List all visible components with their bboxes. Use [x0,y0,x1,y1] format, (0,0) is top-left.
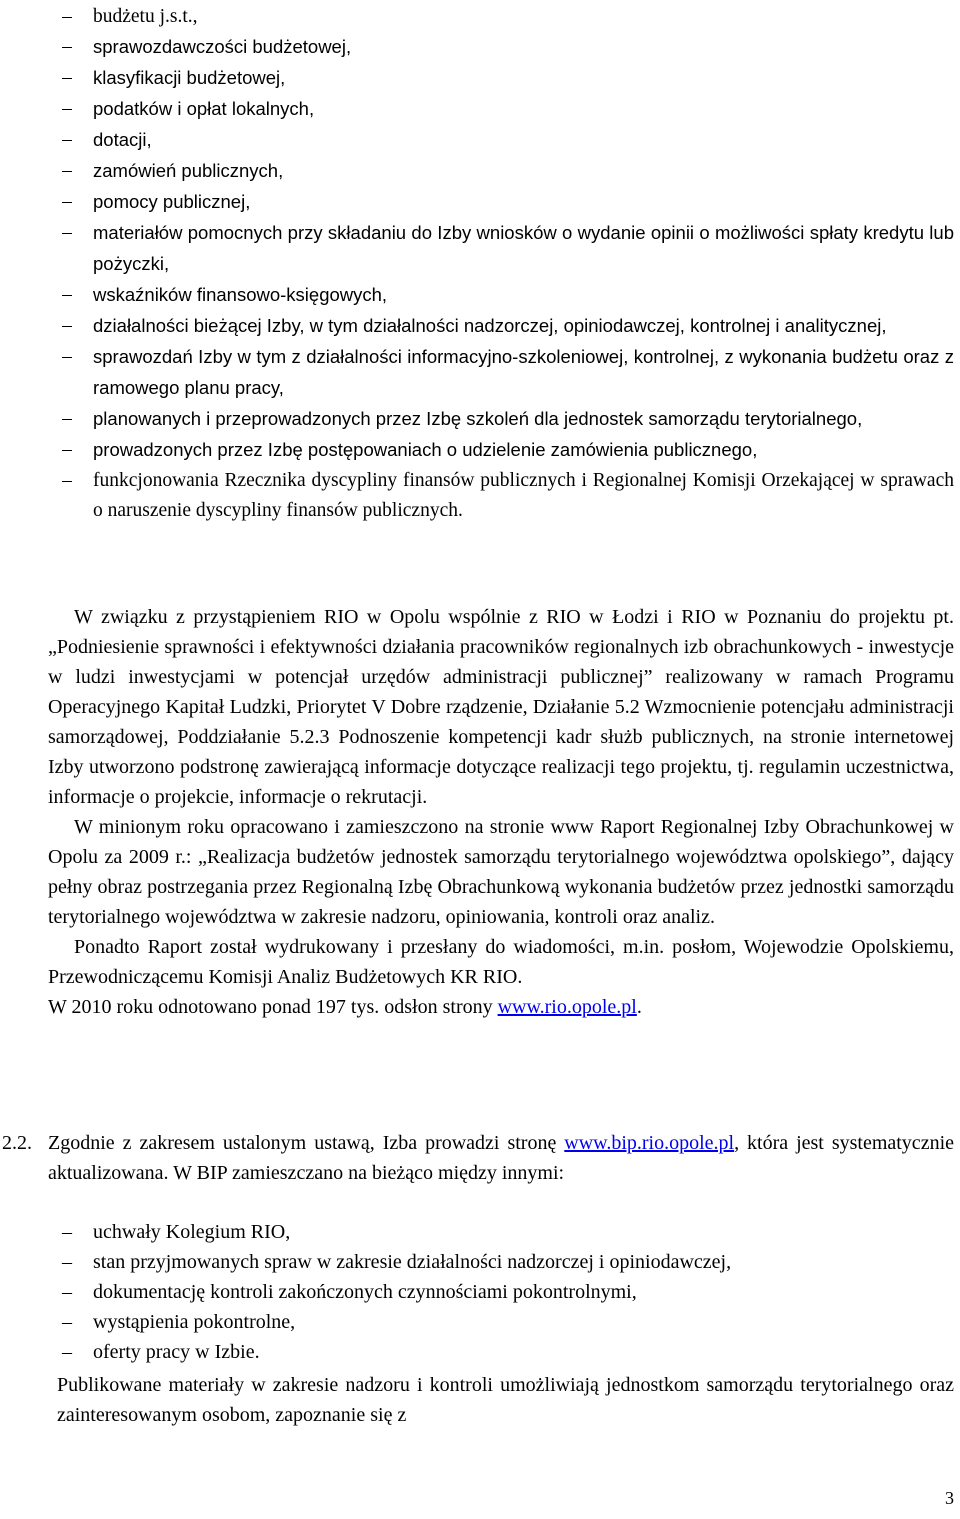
dash-bullet-icon: – [62,439,72,460]
paragraph-report: W minionym roku opracowano i zamieszczono na stronie www Raport Regionalnej Izby Obrachunkowej w Opolu za 2009 r.: „Realizacja budżetów jednostek samorządu terytorialnego województwa opolskiego”, dający pełny obraz postrzegania przez Regionalną Izbę Obrachunkową wykonania budżetów przez jednostki samorządu terytorialnego województwa w zakresie nadzoru, opiniowania, kontroli oraz analiz. [48,816,954,928]
section-number: 2.2. [2,1132,32,1154]
closing-block [0,1370,960,1430]
list-item: – wystąpienia pokontrolne, [0,1307,960,1337]
list-item: – podatków i opłat lokalnych, [0,94,960,125]
list-item: – wskaźników finansowo-księgowych, [0,280,960,311]
dash-bullet-icon: – [62,6,72,27]
dash-bullet-icon: – [62,1251,72,1273]
dash-bullet-icon: – [62,98,72,119]
dash-bullet-icon: – [62,222,72,243]
section-2-2 [0,1128,960,1188]
list-item: – funkcjonowania Rzecznika dyscypliny finansów publicznych i Regionalnej Komisji Orzekającej w sprawach o naruszenie dyscypliny finansów publicznych. [0,466,960,526]
list-item: – sprawozdań Izby w tym z działalności informacyjno-szkoleniowej, kontrolnej, z wykonania budżetu oraz z ramowego planu pracy, [0,342,960,404]
dash-bullet-icon: – [62,67,72,88]
list-item: – stan przyjmowanych spraw w zakresie działalności nadzorczej i opiniodawczej, [0,1247,960,1277]
list-item: – materiałów pomocnych przy składaniu do Izby wniosków o wydanie opinii o możliwości spłaty kredytu lub pożyczki, [0,218,960,280]
dash-bullet-icon: – [62,1281,72,1303]
dash-bullet-icon: – [62,470,72,491]
list-item: – zamówień publicznych, [0,156,960,187]
list-item: – sprawozdawczości budżetowej, [0,32,960,63]
list-item: – budżetu j.s.t., [0,2,960,32]
list-item: – dokumentację kontroli zakończonych czynnościami pokontrolnymi, [0,1277,960,1307]
bip-website-link[interactable]: www.bip.rio.opole.pl [564,1132,735,1154]
list-item: – klasyfikacji budżetowej, [0,63,960,94]
dash-bullet-icon: – [62,129,72,150]
topics-list [0,2,960,526]
rio-website-link[interactable]: www.rio.opole.pl [497,996,637,1018]
list-item: – oferty pracy w Izbie. [0,1337,960,1367]
dash-bullet-icon: – [62,315,72,336]
dash-bullet-icon: – [62,1311,72,1333]
list-item: – prowadzonych przez Izbę postępowaniach o udzielenie zamówienia publicznego, [0,435,960,466]
paragraph-closing: Publikowane materiały w zakresie nadzoru i kontroli umożliwiają jednostkom samorządu terytorialnego oraz zainteresowanym osobom, zapoznanie się z [57,1374,954,1426]
dash-bullet-icon: – [62,284,72,305]
dash-bullet-icon: – [62,36,72,57]
dash-bullet-icon: – [62,1341,72,1363]
page-number: 3 [945,1488,954,1508]
list-item: – uchwały Kolegium RIO, [0,1217,960,1247]
dash-bullet-icon: – [62,160,72,181]
body-paragraphs [0,602,960,1022]
list-item: – planowanych i przeprowadzonych przez Izbę szkoleń dla jednostek samorządu terytorialnego, [0,404,960,435]
dash-bullet-icon: – [62,1221,72,1243]
paragraph-project: W związku z przystąpieniem RIO w Opolu wspólnie z RIO w Łodzi i RIO w Poznaniu do projektu pt. „Podniesienie sprawności i efektywności działania pracowników regionalnych izb obrachunkowych - inwestycje w ludzi inwestycjami w potencjał urzędów administracji publicznej” realizowany w ramach Programu Operacyjnego Kapitał Ludzki, Priorytet V Dobre rządzenie, Działanie 5.2 Wzmocnienie potencjału administracji samorządowej, Poddziałanie 5.2.3 Podnoszenie kompetencji kadr służb publicznych, na stronie internetowej Izby utworzono podstronę zawierającą informacje dotyczące realizacji tego projektu, tj. regulamin uczestnictwa, informacje o projekcie, informacje o rekrutacji. [48,606,954,808]
bip-content-list [0,1217,960,1367]
paragraph-page-views: W 2010 roku odnotowano ponad 197 tys. odsłon strony www.rio.opole.pl. [48,996,642,1018]
paragraph-report-print: Ponadto Raport został wydrukowany i przesłany do wiadomości, m.in. posłom, Wojewodzie Opolskiemu, Przewodniczącemu Komisji Analiz Budżetowych KR RIO. [48,936,954,988]
list-item: – działalności bieżącej Izby, w tym działalności nadzorczej, opiniodawczej, kontrolnej i analitycznej, [0,311,960,342]
dash-bullet-icon: – [62,346,72,367]
dash-bullet-icon: – [62,191,72,212]
list-item: – pomocy publicznej, [0,187,960,218]
section-text: Zgodnie z zakresem ustalonym ustawą, Izba prowadzi stronę www.bip.rio.opole.pl, która jest systematycznie aktualizowana. W BIP zamieszczano na bieżąco między innymi: [48,1132,954,1184]
list-item: – dotacji, [0,125,960,156]
dash-bullet-icon: – [62,408,72,429]
